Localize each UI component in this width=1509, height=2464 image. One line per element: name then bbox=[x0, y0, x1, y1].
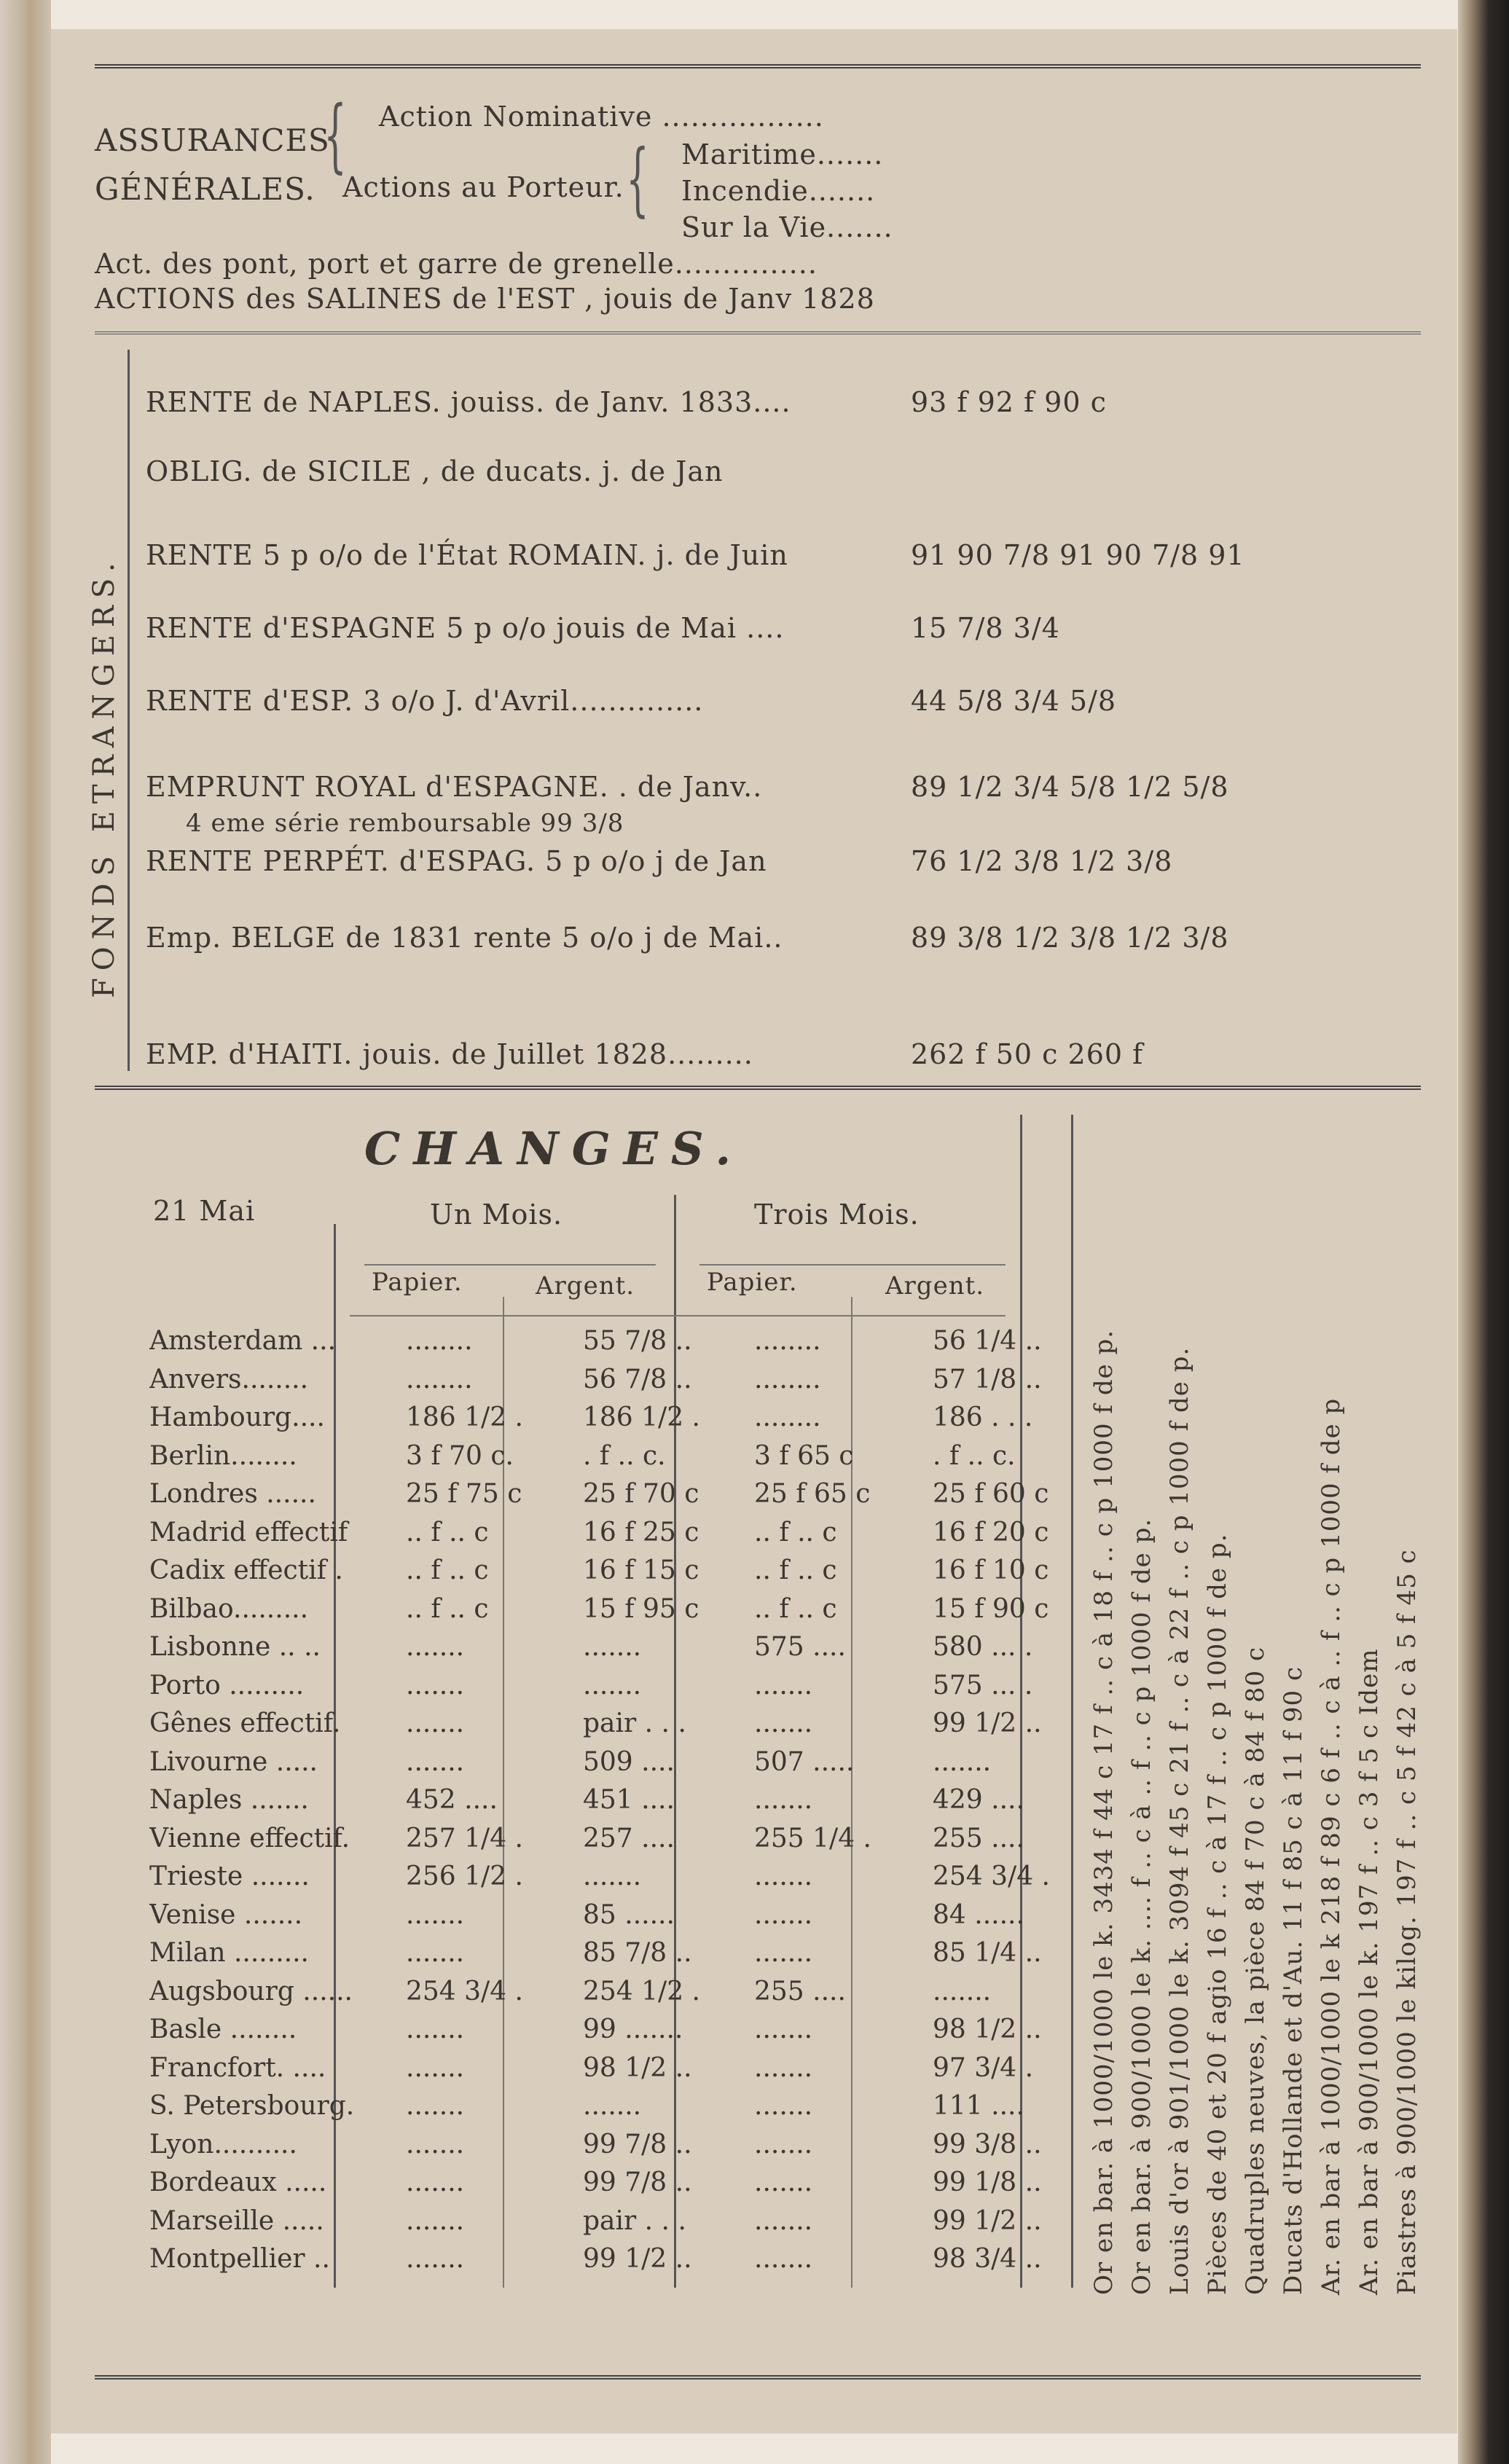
bottom-rule bbox=[95, 2375, 1421, 2379]
table-row bbox=[149, 2091, 1067, 2130]
rate-cell: 575 ... . bbox=[933, 1670, 1033, 1700]
col-line-6 bbox=[1071, 1115, 1073, 2288]
table-row bbox=[149, 2244, 1067, 2283]
rate-cell: .. f .. c bbox=[406, 1555, 489, 1585]
fonds-value: 89 1/2 3/4 5/8 1/2 5/8 bbox=[911, 771, 1229, 803]
fonds-name: RENTE 5 p o/o de l'État ROMAIN. j. de Juin bbox=[146, 539, 788, 571]
metal-rate-line: Or en bar. à 1000/1000 le k. 3434 f 44 c 17 f .. c à 18 f .. c p 1000 f de p. bbox=[1089, 1329, 1118, 2295]
argent-header-1: Argent. bbox=[536, 1271, 635, 1300]
city-cell: Lyon.......... bbox=[149, 2129, 297, 2159]
table-row bbox=[149, 1555, 1067, 1594]
rate-cell: 55 7/8 .. bbox=[583, 1326, 692, 1356]
table-row bbox=[149, 2167, 1067, 2206]
rate-cell: .. f .. c bbox=[406, 1593, 489, 1624]
book-cover-right bbox=[1458, 0, 1509, 2464]
rate-cell: 16 f 20 c bbox=[933, 1517, 1049, 1547]
rate-cell: ....... bbox=[754, 1899, 813, 1930]
salines: ACTIONS des SALINES de l'EST , jouis de Janv 1828 bbox=[95, 283, 875, 315]
city-cell: Amsterdam ... bbox=[149, 1326, 337, 1356]
rate-cell: . f .. c. bbox=[583, 1440, 666, 1471]
city-cell: Vienne effectif. bbox=[149, 1823, 350, 1853]
metal-rate-line: Ar. en bar à 1000/1000 le k 218 f 89 c 6 f .. c à .. f .. c p 1000 f de p bbox=[1317, 1397, 1346, 2295]
rate-cell: ....... bbox=[754, 2167, 813, 2197]
fonds-name: RENTE d'ESP. 3 o/o J. d'Avril.............. bbox=[146, 685, 704, 717]
table-row bbox=[149, 1479, 1067, 1518]
fonds-name: EMPRUNT ROYAL d'ESPAGNE. . de Janv.. bbox=[146, 771, 763, 803]
rate-cell: ....... bbox=[754, 2129, 813, 2159]
rate-cell: 99 7/8 .. bbox=[583, 2167, 692, 2197]
table-row bbox=[149, 1747, 1067, 1786]
brace-left: { bbox=[324, 88, 347, 181]
un-mois-header: Un Mois. bbox=[430, 1198, 563, 1231]
fonds-name: EMP. d'HAITI. jouis. de Juillet 1828......... bbox=[146, 1038, 753, 1070]
rate-cell: ....... bbox=[406, 2014, 465, 2044]
rate-cell: 429 .... bbox=[933, 1785, 1024, 1815]
rate-cell: ....... bbox=[754, 1785, 813, 1815]
rate-cell: 256 1/2 . bbox=[406, 1861, 523, 1891]
rate-cell: ....... bbox=[754, 2205, 813, 2236]
rate-cell: 186 . . . bbox=[933, 1402, 1033, 1432]
table-row bbox=[149, 1632, 1067, 1671]
rate-cell: . f .. c. bbox=[933, 1440, 1016, 1471]
fonds-value: 44 5/8 3/4 5/8 bbox=[911, 685, 1117, 717]
rate-cell: ........ bbox=[406, 1326, 473, 1356]
city-cell: Gênes effectif. bbox=[149, 1708, 341, 1738]
fonds-value: 76 1/2 3/8 1/2 3/8 bbox=[911, 845, 1173, 877]
table-row bbox=[149, 1326, 1067, 1365]
rate-cell: ....... bbox=[754, 1938, 813, 1968]
fonds-divider bbox=[128, 350, 130, 1071]
rate-cell: ....... bbox=[406, 1670, 465, 1700]
table-row bbox=[149, 1785, 1067, 1824]
rate-cell: 98 1/2 .. bbox=[933, 2014, 1042, 2044]
metal-rate-line: Louis d'or à 901/1000 le k. 3094 f 45 c 21 f .. c à 22 f .. c p 1000 f de p. bbox=[1165, 1346, 1194, 2295]
city-cell: Bordeaux ..... bbox=[149, 2167, 327, 2197]
table-row bbox=[149, 1402, 1067, 1441]
un-mois-rule bbox=[364, 1264, 656, 1266]
metal-rate-line: Quadruples neuves, la pièce 84 f 70 c à 84 f 80 c bbox=[1241, 1646, 1270, 2295]
rate-cell: ....... bbox=[583, 1861, 642, 1891]
fonds-value: 89 3/8 1/2 3/8 1/2 3/8 bbox=[911, 922, 1229, 954]
rate-cell: 16 f 15 c bbox=[583, 1555, 699, 1585]
ledger-page bbox=[51, 29, 1457, 2433]
city-cell: Marseille ..... bbox=[149, 2205, 324, 2236]
fonds-value: 262 f 50 c 260 f bbox=[911, 1038, 1144, 1070]
city-cell: Lisbonne .. .. bbox=[149, 1632, 321, 1662]
rate-cell: 580 ... . bbox=[933, 1632, 1033, 1662]
generales-title: GÉNÉRALES. bbox=[95, 171, 315, 207]
rate-cell: 509 .... bbox=[583, 1746, 675, 1777]
table-row bbox=[149, 2130, 1067, 2168]
rate-cell: 452 .... bbox=[406, 1785, 498, 1815]
rate-cell: ....... bbox=[406, 1632, 465, 1662]
city-cell: Venise ....... bbox=[149, 1899, 303, 1930]
table-row bbox=[149, 1861, 1067, 1900]
city-cell: Trieste ....... bbox=[149, 1861, 310, 1891]
table-row bbox=[149, 2206, 1067, 2245]
table-row bbox=[149, 2053, 1067, 2092]
rate-cell: 99 ....... bbox=[583, 2014, 683, 2044]
rate-cell: 85 7/8 .. bbox=[583, 1938, 692, 1968]
rate-cell: 25 f 60 c bbox=[933, 1479, 1049, 1509]
city-cell: Londres ...... bbox=[149, 1479, 316, 1509]
brace-right: { bbox=[626, 132, 649, 225]
rate-cell: ....... bbox=[406, 2205, 465, 2236]
rate-cell: 99 1/2 .. bbox=[583, 2244, 692, 2274]
fonds-name: Emp. BELGE de 1831 rente 5 o/o j de Mai.. bbox=[146, 922, 783, 954]
rate-cell: ........ bbox=[754, 1402, 821, 1432]
city-cell: Madrid effectif bbox=[149, 1517, 348, 1547]
rate-cell: pair . . . bbox=[583, 2205, 686, 2236]
fonds-etrangers-label: FONDS ETRANGERS. bbox=[87, 555, 121, 998]
rate-cell: .. f .. c bbox=[754, 1517, 837, 1547]
fonds-name: RENTE de NAPLES. jouiss. de Janv. 1833.... bbox=[146, 386, 791, 418]
rate-cell: 84 ...... bbox=[933, 1899, 1024, 1930]
papier-header-1: Papier. bbox=[372, 1268, 463, 1297]
rate-cell: ........ bbox=[754, 1364, 821, 1394]
rate-cell: ....... bbox=[406, 1938, 465, 1968]
rate-cell: ....... bbox=[406, 2129, 465, 2159]
incendie: Incendie....... bbox=[681, 175, 876, 207]
rate-cell: ........ bbox=[754, 1326, 821, 1356]
rate-cell: 254 3/4 . bbox=[406, 1976, 523, 2006]
rate-cell: 254 3/4 . bbox=[933, 1861, 1050, 1891]
metal-rate-line: Ducats d'Hollande et d'Au. 11 f 85 c à 11 f 90 c bbox=[1279, 1665, 1308, 2295]
rate-cell: 85 ...... bbox=[583, 1899, 675, 1930]
rate-cell: 111 .... bbox=[933, 2091, 1024, 2121]
table-row bbox=[149, 1671, 1067, 1709]
rate-cell: ....... bbox=[406, 2244, 465, 2274]
city-cell: Hambourg.... bbox=[149, 1402, 325, 1432]
rate-cell: 16 f 10 c bbox=[933, 1555, 1049, 1585]
rule-2 bbox=[95, 331, 1421, 334]
table-row bbox=[149, 1594, 1067, 1633]
rate-cell: 186 1/2 . bbox=[406, 1402, 523, 1432]
changes-date: 21 Mai bbox=[153, 1195, 256, 1227]
rate-cell: 99 1/2 .. bbox=[933, 2205, 1042, 2236]
rate-cell: 25 f 70 c bbox=[583, 1479, 699, 1509]
rate-cell: ....... bbox=[406, 1708, 465, 1738]
rate-cell: 57 1/8 .. bbox=[933, 1364, 1042, 1394]
city-cell: Bilbao......... bbox=[149, 1593, 309, 1624]
assurances-title: ASSURANCES bbox=[95, 122, 330, 158]
rate-cell: ....... bbox=[754, 1670, 813, 1700]
fonds-name: RENTE d'ESPAGNE 5 p o/o jouis de Mai .... bbox=[146, 612, 785, 644]
city-cell: Cadix effectif . bbox=[149, 1555, 343, 1585]
fonds-value: 91 90 7/8 91 90 7/8 91 bbox=[911, 539, 1245, 571]
city-cell: Montpellier .. bbox=[149, 2244, 330, 2274]
rate-cell: ....... bbox=[754, 2052, 813, 2083]
city-cell: Porto ......... bbox=[149, 1670, 305, 1700]
rate-cell: ....... bbox=[406, 1899, 465, 1930]
changes-title: CHANGES. bbox=[364, 1122, 745, 1175]
fonds-value: 93 f 92 f 90 c bbox=[911, 386, 1107, 418]
rate-cell: 3 f 70 c. bbox=[406, 1440, 514, 1471]
rate-cell: ....... bbox=[933, 1976, 992, 2006]
rate-cell: .. f .. c bbox=[754, 1593, 837, 1624]
table-row bbox=[149, 1824, 1067, 1862]
city-cell: Berlin........ bbox=[149, 1440, 297, 1471]
rate-cell: ....... bbox=[754, 2244, 813, 2274]
city-cell: Augsbourg ...... bbox=[149, 1976, 353, 2006]
rate-cell: 255 .... bbox=[754, 1976, 846, 2006]
papier-header-2: Papier. bbox=[707, 1268, 798, 1297]
rate-cell: 97 3/4 . bbox=[933, 2052, 1034, 2083]
rate-cell: ....... bbox=[754, 2014, 813, 2044]
trois-mois-header: Trois Mois. bbox=[754, 1198, 920, 1231]
argent-header-2: Argent. bbox=[885, 1271, 985, 1300]
rate-cell: ....... bbox=[583, 2091, 642, 2121]
rate-cell: ....... bbox=[754, 1861, 813, 1891]
rate-cell: 56 7/8 .. bbox=[583, 1364, 692, 1394]
metal-rate-line: Or en bar. à 900/1000 le k. .... f .. c à .. f .. c p 1000 f de p. bbox=[1127, 1518, 1156, 2295]
maritime: Maritime....... bbox=[681, 138, 884, 170]
rate-cell: 16 f 25 c bbox=[583, 1517, 699, 1547]
city-cell: Francfort. .... bbox=[149, 2052, 326, 2083]
rate-cell: 99 3/8 .. bbox=[933, 2129, 1042, 2159]
book-edge-left bbox=[0, 0, 51, 2464]
rate-cell: 255 1/4 . bbox=[754, 1823, 871, 1853]
table-row bbox=[149, 1441, 1067, 1480]
fonds-name: RENTE PERPÉT. d'ESPAG. 5 p o/o j de Jan bbox=[146, 845, 767, 877]
rate-cell: 25 f 65 c bbox=[754, 1479, 871, 1509]
rate-cell: ....... bbox=[406, 2091, 465, 2121]
table-row bbox=[149, 1708, 1067, 1747]
table-row bbox=[149, 1977, 1067, 2015]
city-cell: Basle ........ bbox=[149, 2014, 297, 2044]
actions-porteur: Actions au Porteur. bbox=[342, 171, 624, 203]
table-row bbox=[149, 1938, 1067, 1977]
rate-cell: 99 7/8 .. bbox=[583, 2129, 692, 2159]
rate-cell: 257 1/4 . bbox=[406, 1823, 523, 1853]
rate-cell: 186 1/2 . bbox=[583, 1402, 700, 1432]
subheader-rule bbox=[350, 1315, 1006, 1317]
metal-rate-line: Pièces de 40 et 20 f agio 16 f .. c à 17 f .. c p 1000 f de p. bbox=[1203, 1533, 1232, 2295]
action-nominative: Action Nominative ................. bbox=[379, 101, 824, 133]
rate-cell: ....... bbox=[406, 2167, 465, 2197]
rule-3 bbox=[95, 1086, 1421, 1090]
rate-cell: 15 f 95 c bbox=[583, 1593, 699, 1624]
sur-la-vie: Sur la Vie....... bbox=[681, 211, 893, 243]
rate-cell: 255 .... bbox=[933, 1823, 1024, 1853]
rate-cell: 98 3/4 .. bbox=[933, 2244, 1042, 2274]
rate-cell: 56 1/4 .. bbox=[933, 1326, 1042, 1356]
city-cell: Livourne ..... bbox=[149, 1746, 318, 1777]
rate-cell: 98 1/2 .. bbox=[583, 2052, 692, 2083]
fonds-name: 4 eme série remboursable 99 3/8 bbox=[186, 809, 624, 838]
top-rule bbox=[95, 64, 1421, 68]
rate-cell: ....... bbox=[933, 1746, 992, 1777]
rate-cell: 25 f 75 c bbox=[406, 1479, 522, 1509]
rate-cell: 99 1/8 .. bbox=[933, 2167, 1042, 2197]
rate-cell: .. f .. c bbox=[754, 1555, 837, 1585]
metal-rate-line: Piastres à 900/1000 le kilog. 197 f .. c 5 f 42 c à 5 f 45 c bbox=[1392, 1549, 1422, 2295]
rate-cell: ....... bbox=[583, 1632, 642, 1662]
rate-cell: .. f .. c bbox=[406, 1517, 489, 1547]
rate-cell: 85 1/4 .. bbox=[933, 1938, 1042, 1968]
table-row bbox=[149, 1900, 1067, 1939]
trois-mois-rule bbox=[699, 1264, 1006, 1266]
metal-rate-line: Ar. en bar à 900/1000 le k. 197 f .. c 3 f 5 c Idem bbox=[1355, 1648, 1384, 2295]
rate-cell: 3 f 65 c bbox=[754, 1440, 854, 1471]
rate-cell: 575 .... bbox=[754, 1632, 846, 1662]
rate-cell: ........ bbox=[406, 1364, 473, 1394]
fonds-name: OBLIG. de SICILE , de ducats. j. de Jan bbox=[146, 455, 724, 487]
act-pont: Act. des pont, port et garre de grenelle............... bbox=[95, 248, 818, 280]
rate-cell: 99 1/2 .. bbox=[933, 1708, 1042, 1738]
rate-cell: 507 ..... bbox=[754, 1746, 855, 1777]
city-cell: Anvers........ bbox=[149, 1364, 309, 1394]
table-row bbox=[149, 1518, 1067, 1556]
rate-cell: pair . . . bbox=[583, 1708, 686, 1738]
rate-cell: 15 f 90 c bbox=[933, 1593, 1049, 1624]
rate-cell: 451 .... bbox=[583, 1785, 675, 1815]
rate-cell: ....... bbox=[406, 2052, 465, 2083]
rate-cell: 254 1/2 . bbox=[583, 1976, 700, 2006]
rate-cell: 257 .... bbox=[583, 1823, 675, 1853]
city-cell: Naples ....... bbox=[149, 1785, 309, 1815]
rate-cell: ....... bbox=[406, 1746, 465, 1777]
table-row bbox=[149, 1365, 1067, 1403]
city-cell: Milan ......... bbox=[149, 1938, 309, 1968]
city-cell: S. Petersbourg. bbox=[149, 2091, 355, 2121]
table-row bbox=[149, 2014, 1067, 2053]
rate-cell: ....... bbox=[583, 1670, 642, 1700]
fonds-value: 15 7/8 3/4 bbox=[911, 612, 1060, 644]
rate-cell: ....... bbox=[754, 1708, 813, 1738]
rate-cell: ....... bbox=[754, 2091, 813, 2121]
